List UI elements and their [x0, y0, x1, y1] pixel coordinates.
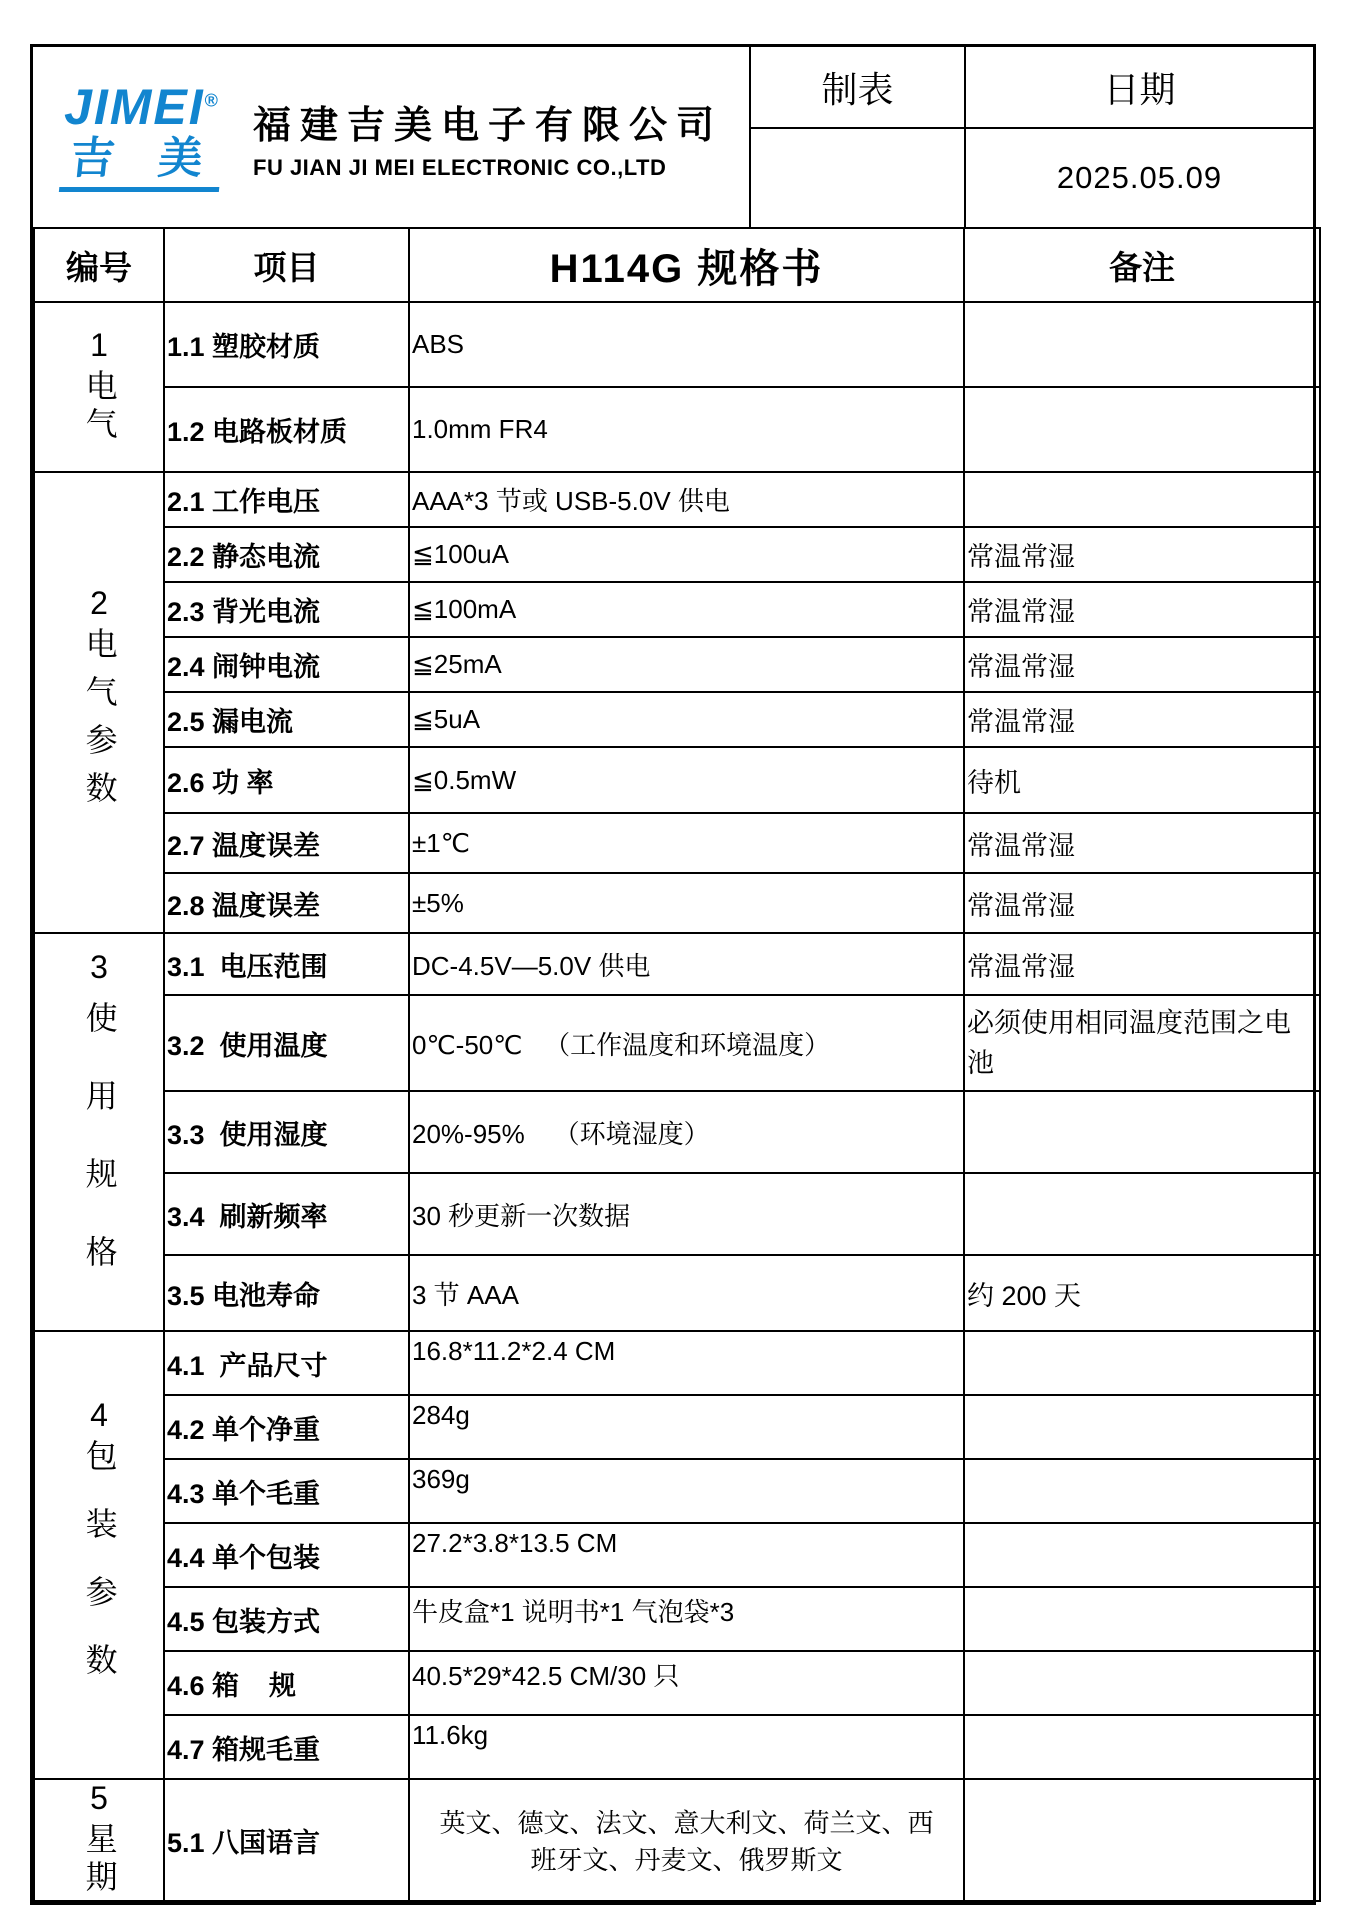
- spec-cell: ≦100uA: [409, 527, 964, 582]
- remark-cell: [964, 1459, 1320, 1523]
- spec-cell: ≦25mA: [409, 637, 964, 692]
- spec-cell: ABS: [409, 302, 964, 387]
- section-label-inner: [81, 584, 118, 819]
- date-value-cell: 2025.05.09: [964, 129, 1313, 227]
- spec-table: [33, 227, 1321, 1902]
- section-label-inner: [81, 329, 116, 445]
- item-cell: 3.2 使用温度: [164, 995, 409, 1091]
- section-label-2: [34, 472, 164, 933]
- section-name: 电气: [81, 369, 118, 445]
- section-name: 使用规格: [81, 1001, 118, 1313]
- remark-cell: 常温常湿: [964, 692, 1320, 747]
- company-block: [33, 47, 749, 227]
- spec-cell: ±1℃: [409, 813, 964, 873]
- remark-cell: [964, 1715, 1320, 1779]
- item-cell: 2.6 功 率: [164, 747, 409, 813]
- column-header-no: 编号: [34, 228, 164, 302]
- table-row: [34, 1173, 1320, 1255]
- spec-sheet-title: H114G 规格书: [409, 228, 964, 302]
- remark-cell: [964, 1091, 1320, 1173]
- spec-cell: DC-4.5V—5.0V 供电: [409, 933, 964, 995]
- registered-mark-icon: ®: [204, 90, 220, 111]
- item-cell: 3.3 使用湿度: [164, 1091, 409, 1173]
- logo-chinese: 吉 美: [59, 132, 225, 192]
- spec-cell: 20%-95% （环境湿度）: [409, 1091, 964, 1173]
- section-label-4: [34, 1331, 164, 1779]
- document-frame: [30, 44, 1316, 1905]
- table-row: [34, 582, 1320, 637]
- remark-cell: [964, 1331, 1320, 1395]
- remark-cell: [964, 1523, 1320, 1587]
- table-row: [34, 387, 1320, 472]
- table-row: [34, 302, 1320, 387]
- item-cell: 2.3 背光电流: [164, 582, 409, 637]
- section-name: 电气参数: [81, 626, 118, 819]
- spec-cell: ≦100mA: [409, 582, 964, 637]
- item-cell: 4.4 单个包装: [164, 1523, 409, 1587]
- table-row: [34, 747, 1320, 813]
- remark-cell: 常温常湿: [964, 933, 1320, 995]
- table-row: [34, 933, 1320, 995]
- maker-label-cell: 制表: [749, 47, 964, 129]
- item-cell: 3.1 电压范围: [164, 933, 409, 995]
- item-cell: 4.7 箱规毛重: [164, 1715, 409, 1779]
- date-label-cell: 日期: [964, 47, 1313, 129]
- remark-cell: 常温常湿: [964, 637, 1320, 692]
- spec-cell: 1.0mm FR4: [409, 387, 964, 472]
- logo-wordmark: [64, 79, 220, 136]
- section-number: 4: [90, 1397, 108, 1433]
- remark-cell: 约 200 天: [964, 1255, 1320, 1331]
- item-cell: 2.5 漏电流: [164, 692, 409, 747]
- column-header-remark: 备注: [964, 228, 1320, 302]
- table-row: [34, 472, 1320, 527]
- table-row: [34, 637, 1320, 692]
- spec-cell: ≦0.5mW: [409, 747, 964, 813]
- table-row: [34, 1779, 1320, 1901]
- spec-cell: AAA*3 节或 USB-5.0V 供电: [409, 472, 964, 527]
- table-row: [34, 1715, 1320, 1779]
- section-label-inner: [81, 1782, 116, 1898]
- table-row: [34, 1255, 1320, 1331]
- item-cell: 1.2 电路板材质: [164, 387, 409, 472]
- remark-cell: [964, 1395, 1320, 1459]
- remark-cell: 必须使用相同温度范围之电池: [964, 995, 1320, 1091]
- spec-cell: 0℃-50℃ （工作温度和环境温度）: [409, 995, 964, 1091]
- table-row: [34, 1331, 1320, 1395]
- spec-cell: 3 节 AAA: [409, 1255, 964, 1331]
- spec-cell: ±5%: [409, 873, 964, 933]
- item-cell: 1.1 塑胶材质: [164, 302, 409, 387]
- remark-cell: 常温常湿: [964, 527, 1320, 582]
- section-name: 星期: [81, 1822, 118, 1898]
- maker-value-cell: [749, 129, 964, 227]
- company-name-cn: 福建吉美电子有限公司: [253, 104, 724, 147]
- item-cell: 3.5 电池寿命: [164, 1255, 409, 1331]
- remark-cell: [964, 1651, 1320, 1715]
- table-header-row: [34, 228, 1320, 302]
- company-names: [253, 94, 723, 181]
- item-cell: 3.4 刷新频率: [164, 1173, 409, 1255]
- table-row: [34, 1395, 1320, 1459]
- table-row: [34, 1459, 1320, 1523]
- spec-cell: 27.2*3.8*13.5 CM: [409, 1523, 964, 1587]
- section-label-1: [34, 302, 164, 472]
- section-label-3: [34, 933, 164, 1331]
- item-cell: 4.3 单个毛重: [164, 1459, 409, 1523]
- table-row: [34, 995, 1320, 1091]
- section-number: 1: [90, 327, 108, 363]
- item-cell: 2.1 工作电压: [164, 472, 409, 527]
- column-header-item: 项目: [164, 228, 409, 302]
- table-row: [34, 692, 1320, 747]
- spec-cell: 16.8*11.2*2.4 CM: [409, 1331, 964, 1395]
- section-number: 2: [90, 584, 108, 621]
- item-cell: 2.8 温度误差: [164, 873, 409, 933]
- remark-cell: 待机: [964, 747, 1320, 813]
- spec-sheet: [30, 44, 1316, 1905]
- section-name: 包装参数: [81, 1439, 118, 1711]
- item-cell: 2.4 闹钟电流: [164, 637, 409, 692]
- spec-cell: ≦5uA: [409, 692, 964, 747]
- item-cell: 4.5 包装方式: [164, 1587, 409, 1651]
- item-cell: 2.7 温度误差: [164, 813, 409, 873]
- table-row: [34, 1651, 1320, 1715]
- remark-cell: [964, 1779, 1320, 1901]
- remark-cell: [964, 302, 1320, 387]
- remark-cell: [964, 387, 1320, 472]
- table-row: [34, 1523, 1320, 1587]
- remark-cell: [964, 472, 1320, 527]
- table-row: [34, 527, 1320, 582]
- item-cell: 5.1 八国语言: [164, 1779, 409, 1901]
- remark-cell: [964, 1173, 1320, 1255]
- item-cell: 2.2 静态电流: [164, 527, 409, 582]
- document-header: [33, 47, 1313, 227]
- spec-cell: 11.6kg: [409, 1715, 964, 1779]
- remark-cell: 常温常湿: [964, 873, 1320, 933]
- item-cell: 4.1 产品尺寸: [164, 1331, 409, 1395]
- table-row: [34, 813, 1320, 873]
- logo-text: JIMEI: [64, 79, 205, 136]
- remark-cell: 常温常湿: [964, 582, 1320, 637]
- section-number: 5: [90, 1780, 108, 1816]
- section-label-5: [34, 1779, 164, 1901]
- company-name-en: FU JIAN JI MEI ELECTRONIC CO.,LTD: [253, 154, 667, 180]
- item-cell: 4.6 箱 规: [164, 1651, 409, 1715]
- table-row: [34, 1091, 1320, 1173]
- table-row: [34, 1587, 1320, 1651]
- spec-cell: 30 秒更新一次数据: [409, 1173, 964, 1255]
- spec-cell: 369g: [409, 1459, 964, 1523]
- section-label-inner: [81, 951, 116, 1313]
- spec-cell: 牛皮盒*1 说明书*1 气泡袋*3: [409, 1587, 964, 1651]
- section-label-inner: [81, 1399, 116, 1711]
- table-row: [34, 873, 1320, 933]
- spec-cell: 40.5*29*42.5 CM/30 只: [409, 1651, 964, 1715]
- item-cell: 4.2 单个净重: [164, 1395, 409, 1459]
- spec-cell: 284g: [409, 1395, 964, 1459]
- spec-cell: 英文、德文、法文、意大利文、荷兰文、西班牙文、丹麦文、俄罗斯文: [409, 1779, 964, 1901]
- section-number: 3: [90, 949, 108, 985]
- remark-cell: 常温常湿: [964, 813, 1320, 873]
- company-logo: [47, 79, 237, 192]
- remark-cell: [964, 1587, 1320, 1651]
